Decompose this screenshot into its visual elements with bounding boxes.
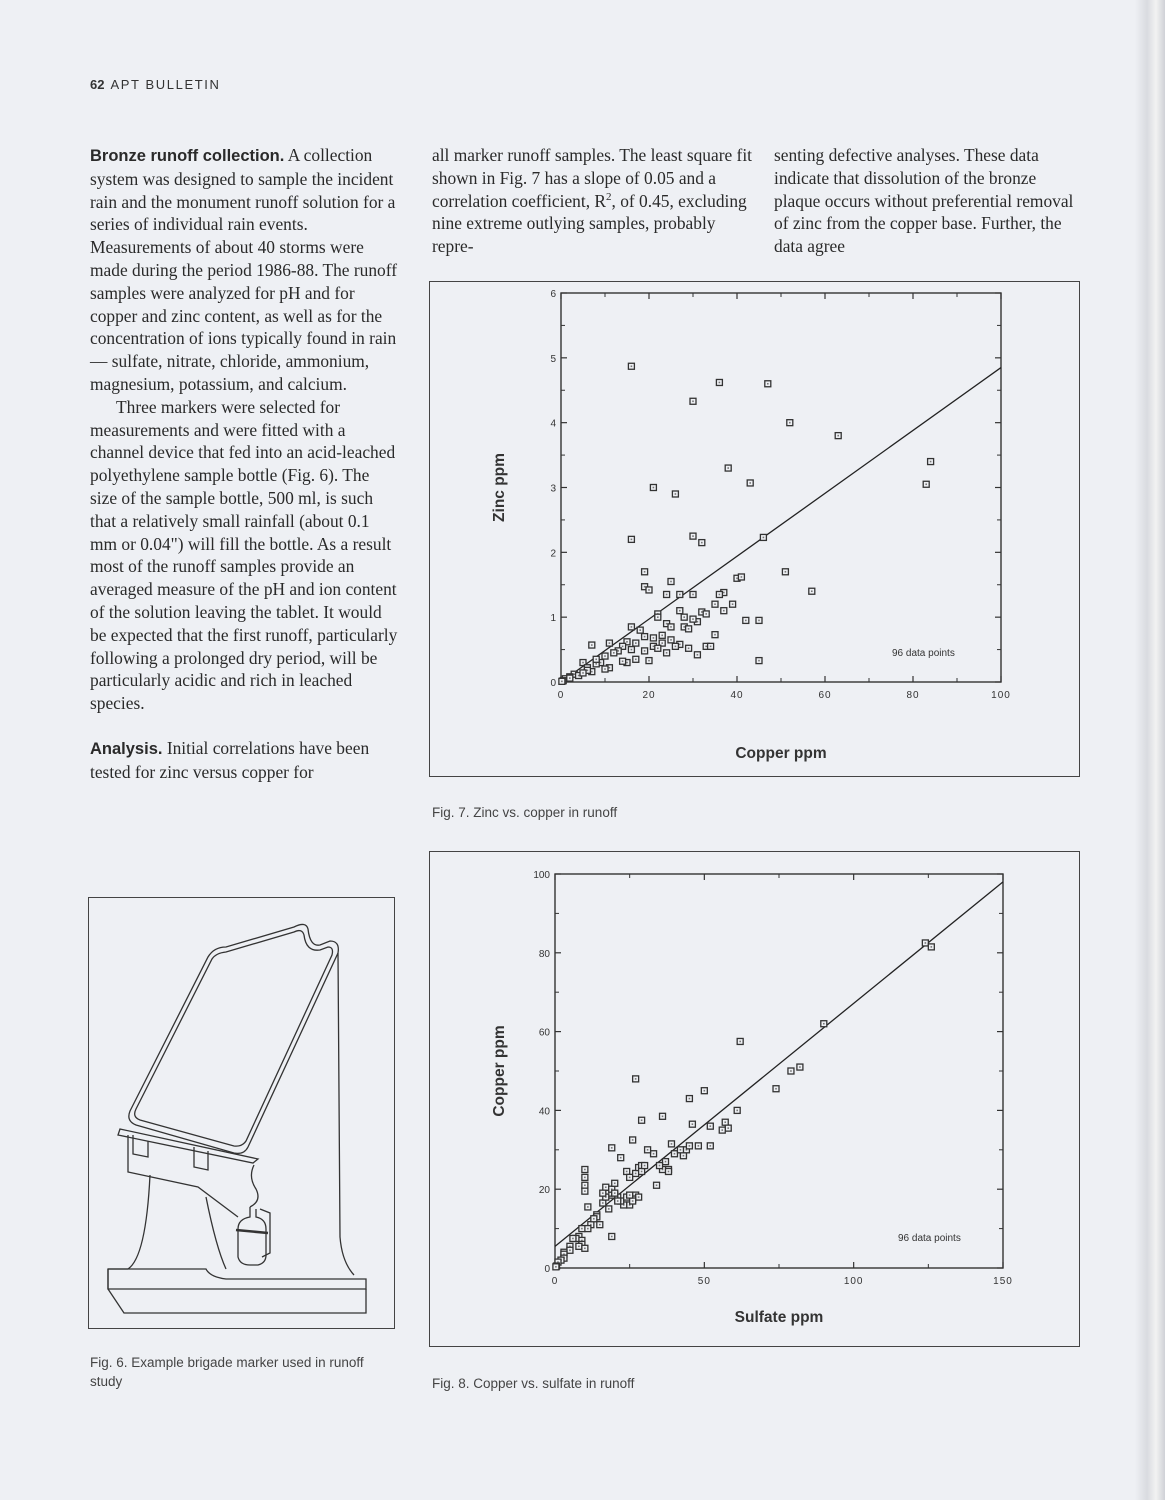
svg-text:60: 60 — [538, 1027, 550, 1039]
svg-text:20: 20 — [538, 1185, 550, 1197]
svg-text:0: 0 — [550, 678, 556, 689]
svg-text:96 data points: 96 data points — [892, 648, 955, 659]
journal-title: APT BULLETIN — [110, 77, 221, 92]
svg-text:4: 4 — [550, 418, 556, 430]
paragraph-part: all marker runoff samples. The least square fit shown in Fig. 7 has a slope of 0.05 and a correlation coefficient, R — [432, 145, 753, 211]
svg-text:6: 6 — [550, 289, 556, 300]
svg-text:2: 2 — [550, 548, 556, 560]
svg-text:0: 0 — [544, 1264, 550, 1275]
svg-text:Copper ppm: Copper ppm — [735, 745, 827, 762]
svg-text:Sulfate ppm: Sulfate ppm — [734, 1309, 824, 1326]
svg-text:100: 100 — [533, 870, 550, 881]
fig6-caption: Fig. 6. Example brigade marker used in runoff study — [90, 1355, 364, 1389]
svg-text:1: 1 — [550, 613, 556, 625]
svg-text:Zinc ppm: Zinc ppm — [491, 453, 508, 522]
svg-text:100: 100 — [991, 690, 1011, 701]
svg-text:0: 0 — [557, 690, 565, 701]
fig7-chart — [429, 281, 1080, 777]
svg-text:0: 0 — [551, 1276, 559, 1287]
section-text: A collection system was designed to sample the incident rain and the monument runoff solution for a series of individual rain events. Measurements of about 40 storms were made during the period 1986-88. The runoff samples were analyzed for pH and for copper and zinc content, as well as for the concentration of ions typically found in rain — sulfate, nitrate, chloride, ammonium, magnesium, potassium, and calcium. — [90, 145, 398, 394]
page-binding-edge — [1135, 0, 1165, 1500]
text-column-3 — [774, 144, 1084, 258]
paragraph: Three markers were selected for measurements and were fitted with a channel device that fed into an acid-leached polyethylene sample bottle (Fig. 6). The size of the sample bottle, 500 ml, is such that a relatively small rainfall (about 0.1 mm or 0.04") will fill the bottle. As a result most of the runoff samples provide an averaged measure of the pH and ion content of the solution leaving the tablet. It would be expected that the first runoff, particularly following a prolonged dry period, will be particularly acidic and rich in leached species. — [90, 396, 398, 714]
superscript: 2 — [606, 190, 612, 203]
fig8-caption: Fig. 8. Copper vs. sulfate in runoff — [432, 1376, 635, 1391]
paragraph-part: , of 0.45, excluding nine extreme outlying samples, probably repre- — [432, 190, 747, 257]
svg-text:80: 80 — [538, 948, 550, 960]
svg-text:80: 80 — [906, 690, 920, 701]
section-text: Initial correlations have been tested for zinc versus copper for — [90, 737, 370, 782]
svg-text:5: 5 — [550, 353, 556, 365]
text-column-2 — [432, 144, 752, 258]
brigade-marker-illustration — [88, 897, 395, 1329]
fig8-chart — [429, 851, 1080, 1347]
svg-text:60: 60 — [818, 690, 832, 701]
svg-text:40: 40 — [730, 690, 744, 701]
svg-text:3: 3 — [550, 483, 556, 495]
svg-text:Copper ppm: Copper ppm — [491, 1025, 508, 1117]
paragraph: senting defective analyses. These data indicate that dissolution of the bronze plaque occurs without preferential removal of zinc from the copper base. Further, the data agree — [774, 145, 1074, 257]
svg-text:100: 100 — [843, 1276, 864, 1287]
running-head — [90, 77, 220, 92]
section-heading-bronze-runoff: Bronze runoff collection. — [90, 147, 285, 165]
svg-text:150: 150 — [993, 1276, 1013, 1287]
svg-text:20: 20 — [642, 690, 656, 701]
fig7-caption: Fig. 7. Zinc vs. copper in runoff — [432, 805, 618, 820]
page-number: 62 — [90, 77, 105, 92]
svg-text:96 data points: 96 data points — [898, 1233, 961, 1244]
svg-text:40: 40 — [538, 1106, 550, 1118]
section-heading-analysis: Analysis. — [90, 739, 163, 758]
svg-text:50: 50 — [697, 1276, 711, 1287]
text-column-1 — [90, 144, 400, 784]
